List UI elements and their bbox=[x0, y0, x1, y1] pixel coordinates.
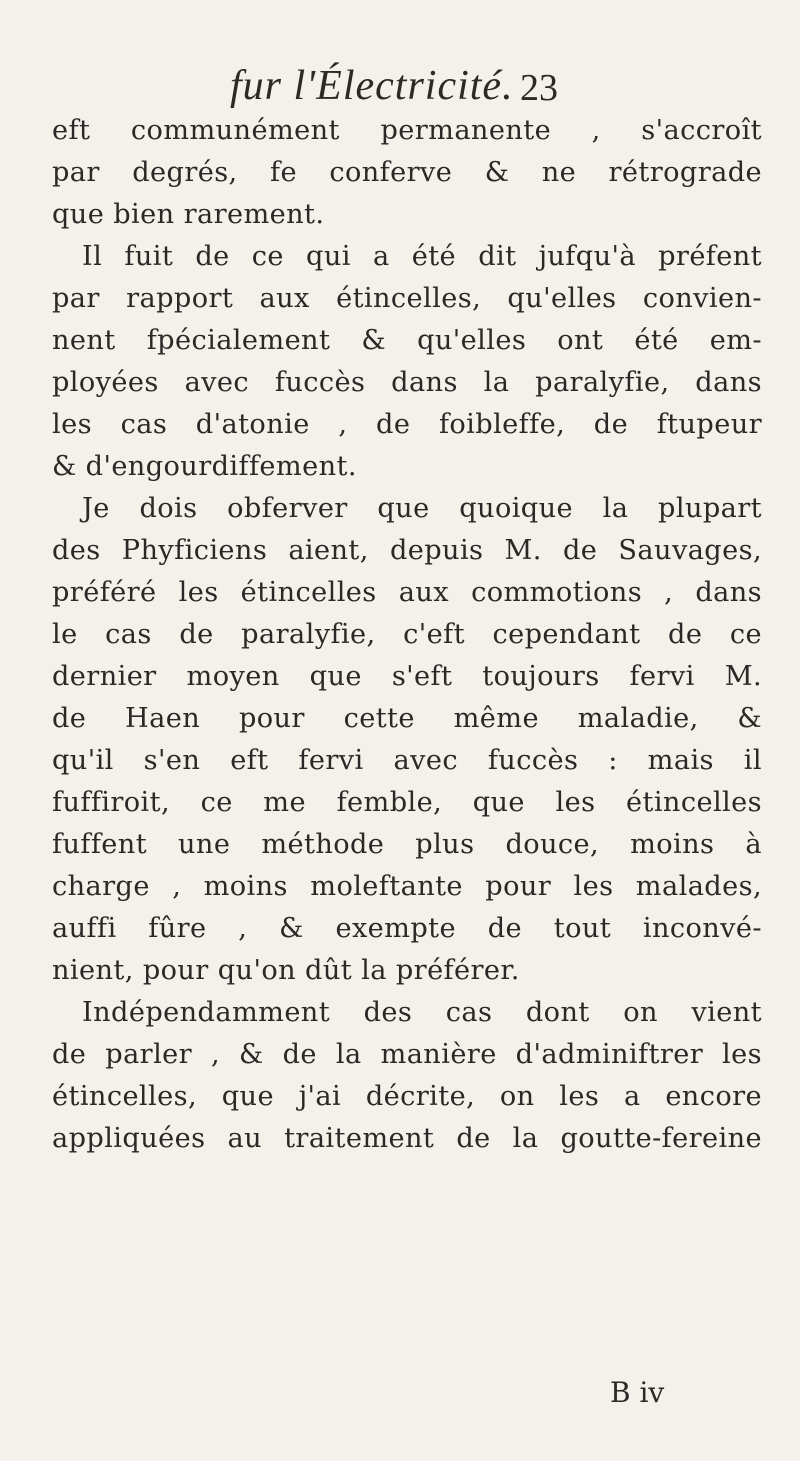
text-line: des Phyficiens aient, depuis M. de Sauvages, bbox=[52, 535, 762, 566]
text-line: par degrés, fe conferve & ne rétrograde bbox=[52, 157, 762, 188]
running-title: fur l'Électricité. bbox=[230, 63, 514, 109]
body-text bbox=[52, 110, 762, 1160]
text-line: par rapport aux étincelles, qu'elles convien- bbox=[52, 283, 762, 314]
text-line: eft communément permanente , s'accroît bbox=[52, 115, 762, 146]
text-line: Il fuit de ce qui a été dit jufqu'à préfent bbox=[82, 241, 762, 272]
paragraph bbox=[52, 488, 762, 992]
text-line: appliquées au traitement de la goutte-fereine bbox=[52, 1123, 762, 1154]
text-line: Indépendamment des cas dont on vient bbox=[82, 997, 762, 1028]
text-line: qu'il s'en eft fervi avec fuccès : mais il bbox=[52, 745, 762, 776]
text-line: préféré les étincelles aux commotions , dans bbox=[52, 577, 762, 608]
paragraph bbox=[52, 110, 762, 236]
paragraph bbox=[52, 992, 762, 1160]
text-line: Je dois obferver que quoique la plupart bbox=[82, 493, 762, 524]
text-line: ployées avec fuccès dans la paralyfie, dans bbox=[52, 367, 762, 398]
text-line: charge , moins moleftante pour les malades, bbox=[52, 871, 762, 902]
text-line: fuffent une méthode plus douce, moins à bbox=[52, 829, 762, 860]
text-line: que bien rarement. bbox=[52, 199, 325, 230]
text-line: & d'engourdiffement. bbox=[52, 451, 357, 482]
text-line: nent fpécialement & qu'elles ont été em- bbox=[52, 325, 762, 356]
text-line: de parler , & de la manière d'adminiftrer les bbox=[52, 1039, 762, 1070]
page-number: 23 bbox=[520, 67, 558, 109]
text-line: auffi fûre , & exempte de tout inconvé- bbox=[52, 913, 762, 944]
text-line: fuffiroit, ce me femble, que les étincelles bbox=[52, 787, 762, 818]
paragraph bbox=[52, 236, 762, 488]
text-line: le cas de paralyfie, c'eft cependant de ce bbox=[52, 619, 762, 650]
text-line: dernier moyen que s'eft toujours fervi M. bbox=[52, 661, 762, 692]
text-line: étincelles, que j'ai décrite, on les a encore bbox=[52, 1081, 762, 1112]
text-line: les cas d'atonie , de foibleffe, de ftupeur bbox=[52, 409, 762, 440]
text-line: de Haen pour cette même maladie, & bbox=[52, 703, 762, 734]
signature-mark: B iv bbox=[610, 1376, 665, 1409]
running-head bbox=[230, 62, 750, 114]
text-line: nient, pour qu'on dût la préférer. bbox=[52, 955, 520, 986]
